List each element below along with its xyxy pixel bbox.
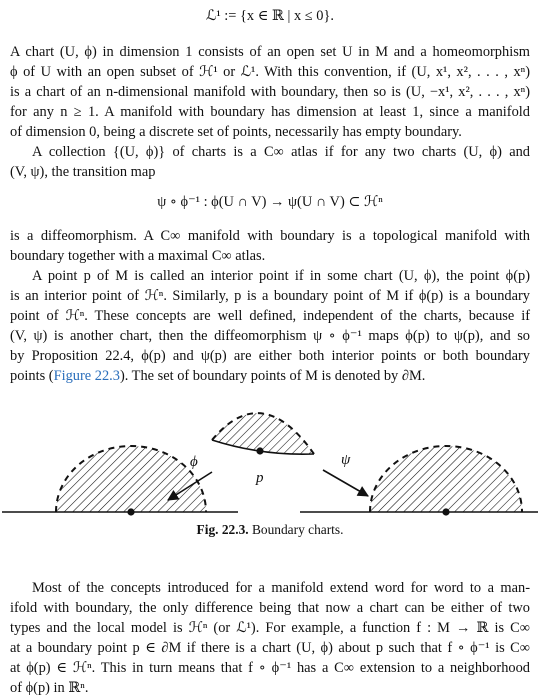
paragraph-manifold-with-boundary [10, 226, 530, 266]
label-psi: ψ [341, 452, 351, 468]
text-line: Most of the concepts introduced for a manifold extend word for word to a man- [32, 580, 530, 596]
left-half-disk [2, 446, 238, 516]
text-line: is an interior point of ℋⁿ. Similarly, p is a boundary point of M if ϕ(p) is a boundary [10, 288, 530, 304]
equation-transition-map: ψ ∘ ϕ⁻¹ : ϕ(U ∩ V) → ψ(U ∩ V) ⊂ ℋⁿ [157, 194, 383, 210]
text-line: at ϕ(p) ∈ ℋⁿ. This in turn means that f ∘ ϕ⁻¹ has a C∞ extension to a neighborhood [10, 660, 530, 676]
caption-label: Fig. 22.3. [196, 522, 249, 537]
text-line: at a boundary point p ∈ ∂M if there is a chart (U, ϕ) about p such that f ∘ ϕ⁻¹ is C∞ [10, 640, 530, 656]
figure-caption [0, 520, 540, 540]
left-boundary-point [127, 508, 134, 515]
text-line: is a chart of an n-dimensional manifold with boundary, then so is (U, −x¹, x², . . . , xⁿ) [10, 84, 530, 100]
center-point-p [256, 447, 263, 454]
text-line: A chart (U, ϕ) in dimension 1 consists of an open set U in M and a homeomorphism [10, 44, 530, 60]
equation-l1-definition: ℒ¹ := {x ∈ ℝ | x ≤ 0}. [206, 8, 334, 24]
paragraph-interior-boundary-points [10, 266, 530, 386]
label-phi: ϕ [190, 454, 198, 470]
left-hatched-region [56, 446, 206, 512]
text-line: is a diffeomorphism. A C∞ manifold with boundary is a topological manifold with [10, 228, 530, 244]
text-line: ifold with boundary, the only difference being that now a chart can be either of two [10, 600, 530, 616]
text-line: of dimension 0, being a discrete set of points, necessarily has empty boundary. [10, 124, 462, 140]
text-line: point of ℋⁿ. These concepts are well defined, independent of the charts, because if [10, 308, 530, 324]
right-hatched-region [370, 446, 522, 512]
text-fragment: ). The set of boundary points of M is denoted by ∂M. [119, 368, 426, 384]
text-line: boundary together with a maximal C∞ atlas. [10, 248, 266, 264]
paragraph-chart-dimension-one [10, 42, 530, 142]
text-line [10, 366, 530, 386]
caption-text: Boundary charts. [248, 522, 344, 537]
figure-boundary-charts [0, 406, 540, 526]
right-half-disk [300, 446, 538, 516]
paragraph-concepts-extend [10, 578, 530, 698]
figure-reference-link[interactable]: Figure 22.3 [53, 368, 120, 384]
text-line: A collection {(U, ϕ)} of charts is a C∞ atlas if for any two charts (U, ϕ) and [32, 144, 530, 160]
text-line: by Proposition 22.4, ϕ(p) and ψ(p) are either both interior points or both boundary [10, 348, 530, 364]
paragraph-atlas [10, 142, 530, 182]
text-line: (V, ψ), the transition map [10, 164, 156, 180]
text-line: (V, ψ) is another chart, then the diffeomorphism ψ ∘ ϕ⁻¹ maps ϕ(p) to ψ(p), and so [10, 328, 530, 344]
text-fragment: points ( [10, 368, 54, 384]
label-p: p [256, 470, 264, 486]
right-boundary-point [442, 508, 449, 515]
text-line: for any n ≥ 1. A manifold with boundary has dimension at least 1, since a manifold [10, 104, 530, 120]
text-line: ϕ of U with an open subset of ℋ¹ or ℒ¹. With this convention, if (U, x¹, x², . . . , xⁿ) [10, 64, 530, 80]
text-line: of ϕ(p) in ℝⁿ. [10, 680, 89, 696]
text-line: types and the local model is ℋⁿ (or ℒ¹). For example, a function f : M → ℝ is C∞ [10, 620, 530, 636]
center-chart-domain [212, 413, 314, 454]
text-line: A point p of M is called an interior point if in some chart (U, ϕ), the point ϕ(p) [32, 268, 530, 284]
arrow-psi [323, 470, 368, 496]
